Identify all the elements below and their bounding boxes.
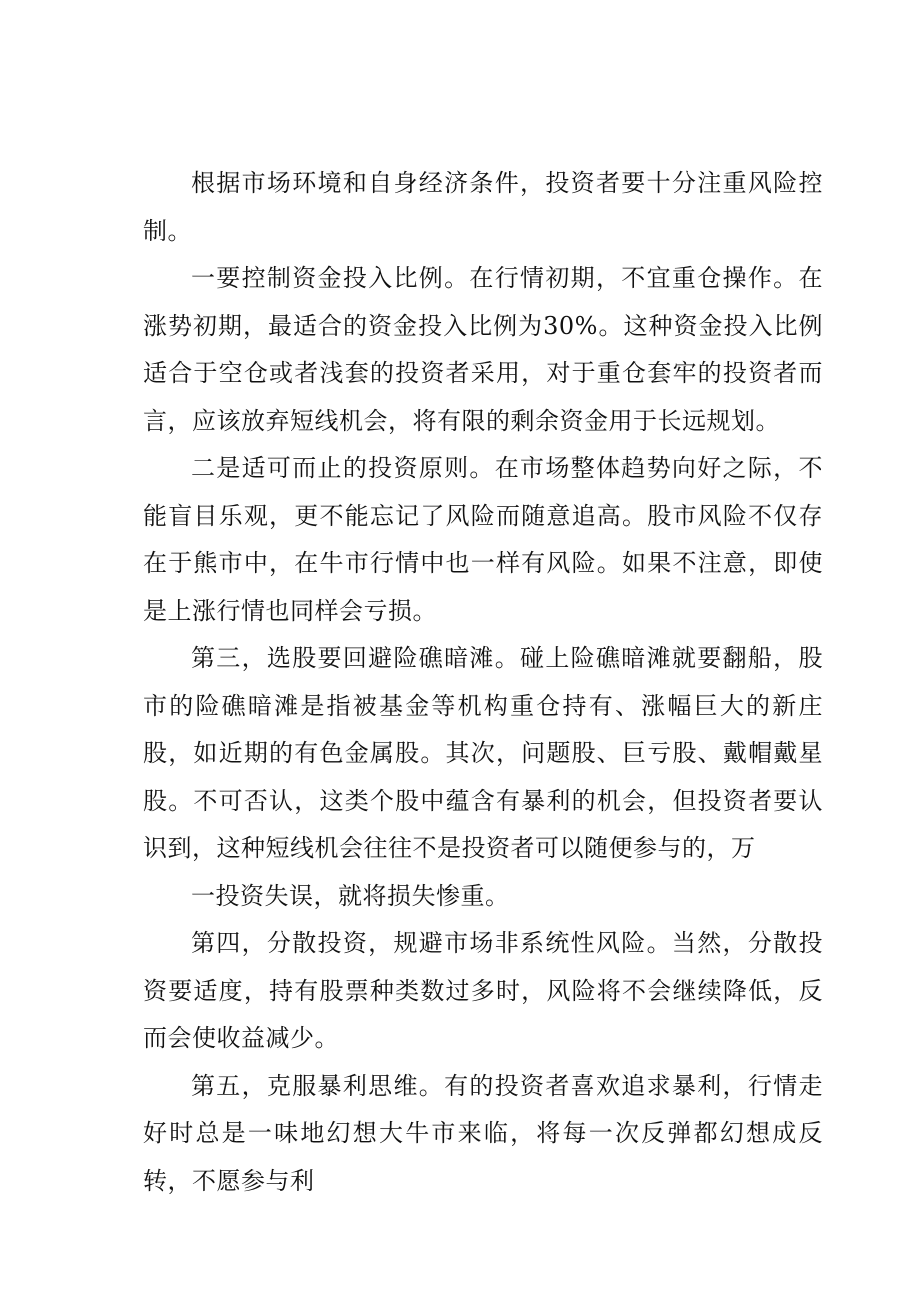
paragraph-point-4: 第四，分散投资，规避市场非系统性风险。当然，分散投资要适度，持有股票种类数过多时，风险将不会继续降低，反而会使收益减少。 xyxy=(143,929,823,1052)
paragraph-point-3: 第三，选股要回避险礁暗滩。碰上险礁暗滩就要翻船，股市的险礁暗滩是指被基金等机构重仓持有、涨幅巨大的新庄股，如近期的有色金属股。其次，问题股、巨亏股、戴帽戴星股。不可否认，这类个股中蕴含有暴利的机会，但投资者要认识到，这种短线机会往往不是投资者可以随便参与的，万 xyxy=(143,644,823,862)
paragraph-point-1: 一要控制资金投入比例。在行情初期，不宜重仓操作。在涨势初期，最适合的资金投入比例为30%。这种资金投入比例适合于空仓或者浅套的投资者采用，对于重仓套牢的投资者而言，应该放弃短线机会，将有限的剩余资金用于长远规划。 xyxy=(143,264,823,435)
document-body xyxy=(143,160,823,1205)
paragraph-point-5: 第五，克服暴利思维。有的投资者喜欢追求暴利，行情走好时总是一味地幻想大牛市来临，将每一次反弹都幻想成反转，不愿参与利 xyxy=(143,1071,823,1195)
paragraph-point-2: 二是适可而止的投资原则。在市场整体趋势向好之际，不能盲目乐观，更不能忘记了风险而随意追高。股市风险不仅存在于熊市中，在牛市行情中也一样有风险。如果不注意，即使是上涨行情也同样会亏损。 xyxy=(143,454,823,625)
paragraph-intro: 根据市场环境和自身经济条件，投资者要十分注重风险控制。 xyxy=(143,169,823,245)
paragraph-point-3-continued: 一投资失误，就将损失惨重。 xyxy=(191,881,510,910)
